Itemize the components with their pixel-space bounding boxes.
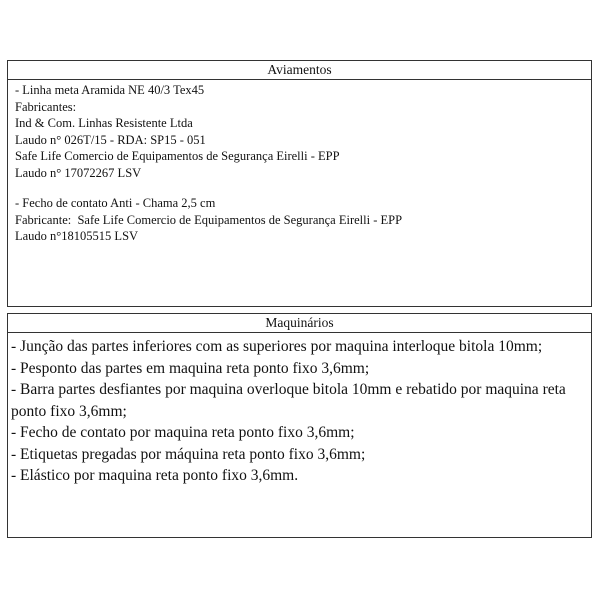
aviamentos-body <box>8 80 591 245</box>
aviamentos-line: Fabricantes: <box>15 99 77 114</box>
aviamentos-title: Aviamentos <box>8 61 591 80</box>
aviamentos-line: - Fecho de contato Anti - Chama 2,5 cm <box>15 196 216 210</box>
maquinarios-item: - Fecho de contato por maquina reta ponto fixo 3,6mm; <box>11 424 355 441</box>
maquinarios-title: Maquinários <box>8 314 591 333</box>
aviamentos-section <box>7 60 592 307</box>
maquinarios-item: - Pesponto das partes em maquina reta ponto fixo 3,6mm; <box>11 359 370 377</box>
aviamentos-line: Laudo n°18105515 LSV <box>15 229 139 243</box>
maquinarios-body <box>8 333 591 487</box>
maquinarios-item: - Elástico por maquina reta ponto fixo 3,6mm. <box>11 467 299 484</box>
maquinarios-section <box>7 313 592 538</box>
aviamentos-spacer <box>15 181 591 195</box>
aviamentos-line: Safe Life Comercio de Equipamentos de Segurança Eirelli - EPP <box>15 149 340 163</box>
aviamentos-line: Laudo n° 026T/15 - RDA: SP15 - 051 <box>15 132 206 147</box>
aviamentos-line: Laudo n° 17072267 LSV <box>15 165 142 180</box>
aviamentos-line: Fabricante: Safe Life Comercio de Equipamentos de Segurança Eirelli - EPP <box>15 212 403 227</box>
maquinarios-item: - Etiquetas pregadas por máquina reta ponto fixo 3,6mm; <box>11 445 366 463</box>
aviamentos-line: Ind & Com. Linhas Resistente Ltda <box>15 116 193 130</box>
maquinarios-item: - Junção das partes inferiores com as superiores por maquina interloque bitola 10mm; <box>11 338 543 355</box>
maquinarios-item: - Barra partes desfiantes por maquina overloque bitola 10mm e rebatido por maquina reta ponto fixo 3,6mm; <box>11 381 566 420</box>
aviamentos-line: - Linha meta Aramida NE 40/3 Tex45 <box>15 83 205 97</box>
